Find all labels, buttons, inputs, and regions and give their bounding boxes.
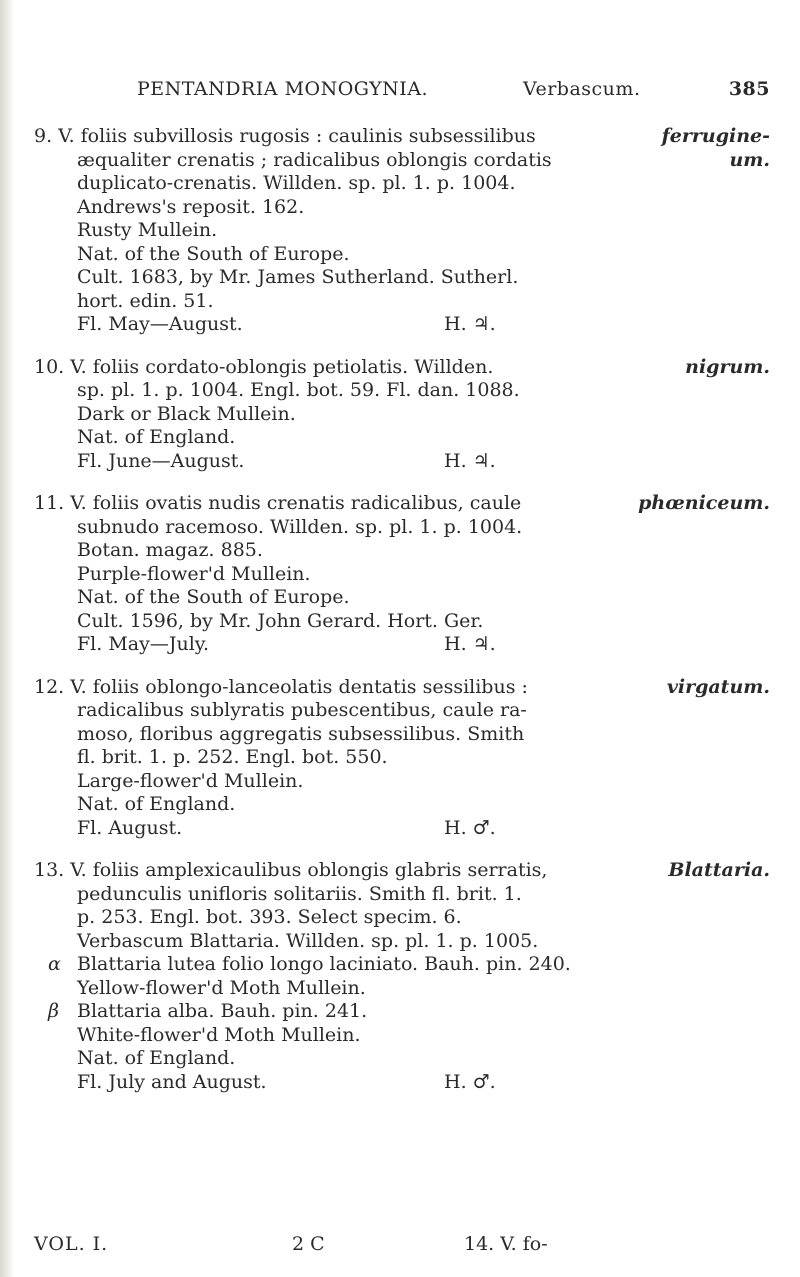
entry-line (34, 219, 770, 243)
entry-text: duplicato-crenatis. Willden. sp. pl. 1. p. 1004. (77, 172, 516, 194)
entry-line (34, 906, 770, 930)
habit-symbol: H. ♂. (444, 816, 496, 839)
entry-line (34, 196, 770, 220)
entry-text: Yellow-flower'd Moth Mullein. (77, 976, 366, 999)
entry-line (34, 426, 770, 450)
species-epithet: um. (729, 148, 770, 171)
page-edge (0, 0, 14, 1277)
entry-text: Nat. of England. (77, 793, 236, 815)
habit-symbol: H. ♃. (444, 633, 496, 655)
entry-text: Verbascum Blattaria. Willden. sp. pl. 1. p. 1005. (77, 929, 539, 952)
entry-line (34, 883, 770, 907)
species-entries (34, 125, 770, 1113)
species-epithet: ferrugine- (661, 125, 770, 147)
entry-line (34, 770, 770, 794)
entry-line (34, 699, 770, 723)
habit-symbol: H. ♃. (444, 449, 496, 472)
habit-symbol: H. ♂. (444, 1070, 496, 1093)
species-epithet: nigrum. (685, 355, 770, 378)
entry-line (34, 125, 770, 149)
entry-line (34, 149, 770, 173)
entry-text: Blattaria alba. Bauh. pin. 241. (77, 1000, 368, 1022)
entry-text: Fl. August. (77, 816, 183, 839)
species-entry (34, 125, 770, 337)
entry-text: Blattaria lutea folio longo laciniato. Bauh. pin. 240. (77, 953, 571, 975)
entry-text: fl. brit. 1. p. 252. Engl. bot. 550. (77, 746, 388, 768)
entry-line (34, 539, 770, 563)
entry-line (34, 492, 770, 516)
entry-text: moso, floribus aggregatis subsessilibus. Smith (77, 722, 525, 745)
entry-diagnosis-start: 13. V. foliis amplexicaulibus oblongis glabris serratis, (34, 859, 548, 881)
entry-text: Botan. magaz. 885. (77, 539, 263, 561)
entry-text: pedunculis unifloris solitariis. Smith fl. brit. 1. (77, 882, 522, 905)
entry-text: Fl. May—July. (77, 633, 210, 655)
entry-text: sp. pl. 1. p. 1004. Engl. bot. 59. Fl. dan. 1088. (77, 379, 520, 401)
entry-diagnosis-start: 11. V. foliis ovatis nudis crenatis radicalibus, caule (34, 492, 522, 514)
entry-line (34, 817, 770, 841)
entry-text: æqualiter crenatis ; radicalibus oblongis cordatis (77, 148, 552, 171)
species-epithet: virgatum. (666, 675, 770, 698)
variety-marker: α (48, 953, 61, 975)
entry-line (34, 930, 770, 954)
entry-text: Nat. of the South of Europe. (77, 586, 350, 608)
entry-line (34, 1024, 770, 1048)
entry-line (34, 633, 770, 657)
catchword: 14. V. fo- (464, 1233, 548, 1255)
running-title: PENTANDRIA MONOGYNIA. (137, 78, 429, 100)
entry-line (34, 610, 770, 634)
entry-line (34, 586, 770, 610)
species-entry (34, 492, 770, 657)
species-epithet: Blattaria. (668, 859, 770, 881)
entry-line (34, 172, 770, 196)
entry-text: Fl. May—August. (77, 313, 243, 335)
species-epithet: phœniceum. (638, 492, 770, 514)
species-entry (34, 859, 770, 1094)
signature-mark: 2 C (292, 1233, 325, 1255)
habit-symbol: H. ♃. (444, 313, 496, 335)
entry-text: Rusty Mullein. (77, 219, 218, 241)
entry-line (34, 290, 770, 314)
entry-text: p. 253. Engl. bot. 393. Select specim. 6. (77, 906, 462, 928)
entry-line (34, 266, 770, 290)
entry-text: Cult. 1683, by Mr. James Sutherland. Sutherl. (77, 266, 519, 288)
entry-text: Nat. of the South of Europe. (77, 242, 350, 265)
entry-line (34, 793, 770, 817)
species-entry (34, 676, 770, 841)
entry-text: hort. edin. 51. (77, 289, 214, 312)
entry-line (34, 1071, 770, 1095)
entry-line (34, 563, 770, 587)
entry-text: radicalibus sublyratis pubescentibus, caule ra- (77, 699, 527, 721)
entry-line (34, 953, 770, 977)
entry-line (34, 516, 770, 540)
entry-text: subnudo racemoso. Willden. sp. pl. 1. p. 1004. (77, 515, 523, 538)
entry-text: Fl. June—August. (77, 449, 245, 472)
entry-line (34, 723, 770, 747)
entry-text: Nat. of England. (77, 426, 236, 448)
entry-line (34, 1000, 770, 1024)
entry-diagnosis-start: 9. V. foliis subvillosis rugosis : caulinis subsessilibus (34, 125, 536, 147)
entry-text: Large-flower'd Mullein. (77, 769, 304, 792)
species-entry (34, 356, 770, 474)
running-head (34, 78, 770, 104)
entry-line (34, 977, 770, 1001)
volume-label: VOL. I. (34, 1233, 109, 1255)
variety-marker: β (48, 1000, 59, 1022)
entry-text: Purple-flower'd Mullein. (77, 562, 311, 585)
entry-text: Dark or Black Mullein. (77, 402, 296, 425)
entry-text: White-flower'd Moth Mullein. (77, 1023, 361, 1046)
page-footer (34, 1233, 770, 1257)
entry-line (34, 356, 770, 380)
entry-text: Cult. 1596, by Mr. John Gerard. Hort. Ger. (77, 609, 484, 632)
entry-line (34, 379, 770, 403)
entry-line (34, 1047, 770, 1071)
entry-line (34, 243, 770, 267)
entry-line (34, 450, 770, 474)
entry-diagnosis-start: 10. V. foliis cordato-oblongis petiolatis. Willden. (34, 355, 494, 378)
entry-line (34, 676, 770, 700)
entry-line (34, 859, 770, 883)
entry-line (34, 746, 770, 770)
entry-diagnosis-start: 12. V. foliis oblongo-lanceolatis dentatis sessilibus : (34, 675, 528, 698)
page-number: 385 (728, 78, 770, 100)
running-genus: Verbascum. (523, 78, 641, 100)
entry-line (34, 313, 770, 337)
entry-text: Fl. July and August. (77, 1070, 267, 1093)
entry-text: Nat. of England. (77, 1047, 236, 1069)
entry-text: Andrews's reposit. 162. (77, 195, 305, 218)
entry-line (34, 403, 770, 427)
